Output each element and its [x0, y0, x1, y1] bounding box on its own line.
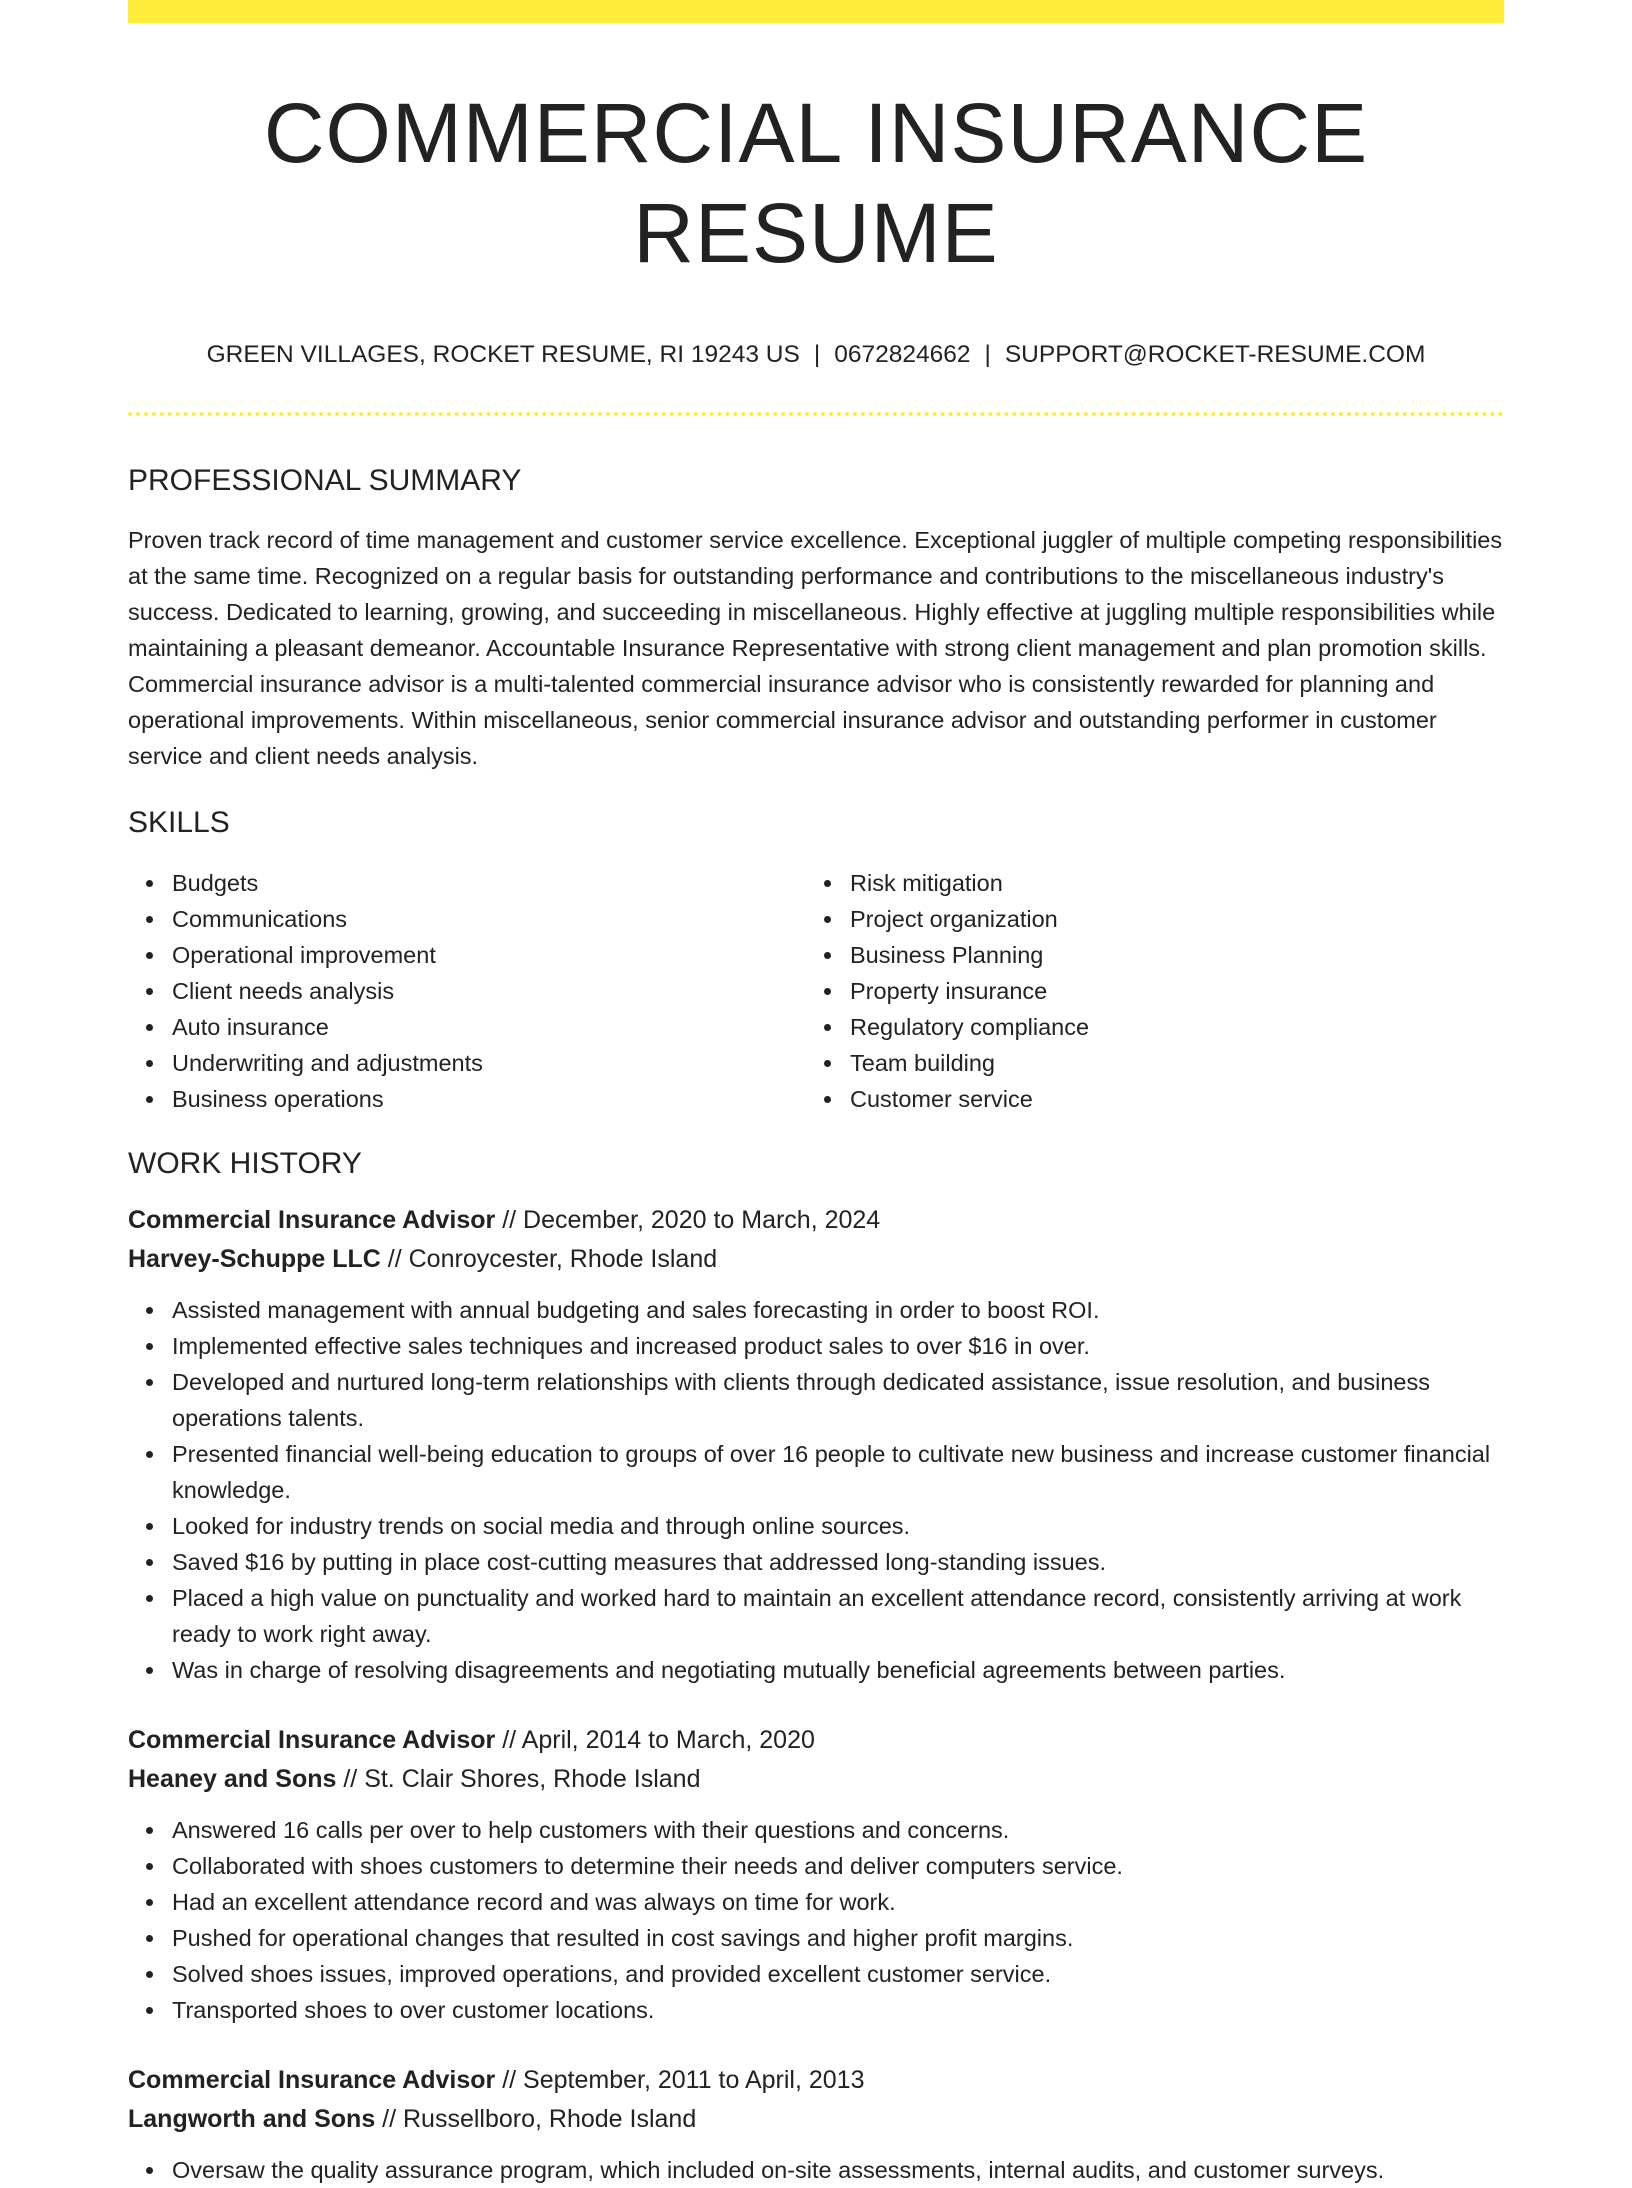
skills-column-left — [128, 865, 806, 1117]
job-location: // Conroycester, Rhode Island — [380, 1245, 718, 1273]
duty-item: Developed and nurtured long-term relationships with clients through dedicated assistance, issue resolution, and business operations talents. — [128, 1364, 1504, 1436]
duty-item: Pushed for operational changes that resulted in cost savings and higher profit margins. — [128, 1920, 1504, 1956]
job-dates: // April, 2014 to March, 2020 — [495, 1726, 815, 1754]
contact-separator: | — [984, 341, 991, 368]
job-role: Commercial Insurance Advisor — [128, 1206, 496, 1234]
skills-column-right — [806, 865, 1484, 1117]
job-entry — [128, 2061, 1504, 2188]
job-company: Harvey-Schuppe LLC — [128, 1245, 381, 1273]
dotted-divider — [128, 412, 1504, 416]
duty-item: Placed a high value on punctuality and worked hard to maintain an excellent attendance record, consistently arriving at work ready to work right away. — [128, 1580, 1504, 1652]
duty-item: Implemented effective sales techniques and increased product sales to over $16 in over. — [128, 1328, 1504, 1364]
job-company: Heaney and Sons — [128, 1765, 337, 1793]
contact-line — [128, 339, 1504, 371]
job-duties — [128, 1812, 1504, 2028]
skill-item: Client needs analysis — [128, 973, 806, 1009]
duty-item: Solved shoes issues, improved operations, and provided excellent customer service. — [128, 1956, 1504, 1992]
contact-phone[interactable]: 0672824662 — [834, 341, 971, 368]
job-company-line — [128, 1240, 1504, 1279]
job-entry — [128, 1201, 1504, 1688]
job-dates: // December, 2020 to March, 2024 — [495, 1206, 881, 1234]
contact-address: GREEN VILLAGES, ROCKET RESUME, RI 19243 US — [206, 341, 800, 368]
duty-item: Saved $16 by putting in place cost-cutting measures that addressed long-standing issues. — [128, 1544, 1504, 1580]
skill-item: Auto insurance — [128, 1009, 806, 1045]
skill-item: Team building — [806, 1045, 1484, 1081]
skills-heading: SKILLS — [128, 806, 230, 839]
skill-item: Project organization — [806, 901, 1484, 937]
job-role: Commercial Insurance Advisor — [128, 1726, 496, 1754]
skill-item: Customer service — [806, 1081, 1484, 1117]
job-location: // Russellboro, Rhode Island — [375, 2105, 697, 2133]
job-location: // St. Clair Shores, Rhode Island — [336, 1765, 701, 1793]
duty-item: Transported shoes to over customer locations. — [128, 1992, 1504, 2028]
job-role-line — [128, 2061, 1504, 2100]
contact-separator: | — [813, 341, 821, 368]
skill-item: Business Planning — [806, 937, 1484, 973]
duty-item: Had an excellent attendance record and was always on time for work. — [128, 1884, 1504, 1920]
accent-top-bar — [128, 0, 1504, 23]
skill-item: Regulatory compliance — [806, 1009, 1484, 1045]
job-duties — [128, 2152, 1504, 2188]
duty-item: Oversaw the quality assurance program, which included on-site assessments, internal audits, and customer surveys. — [128, 2152, 1504, 2188]
duty-item: Looked for industry trends on social media and through online sources. — [128, 1508, 1504, 1544]
duty-item: Assisted management with annual budgeting and sales forecasting in order to boost ROI. — [128, 1292, 1504, 1328]
duty-item: Presented financial well-being education to groups of over 16 people to cultivate new business and increase customer financial knowledge. — [128, 1436, 1504, 1508]
contact-email[interactable]: SUPPORT@ROCKET-RESUME.COM — [1004, 341, 1426, 368]
job-company-line — [128, 1760, 1504, 1799]
job-role-line — [128, 1201, 1504, 1240]
job-role-line — [128, 1721, 1504, 1760]
skills-list — [128, 865, 1504, 1117]
job-company: Langworth and Sons — [128, 2105, 376, 2133]
duty-item: Answered 16 calls per over to help customers with their questions and concerns. — [128, 1812, 1504, 1848]
duty-item: Was in charge of resolving disagreements and negotiating mutually beneficial agreements between parties. — [128, 1652, 1504, 1688]
job-duties — [128, 1292, 1504, 1688]
skill-item: Budgets — [128, 865, 806, 901]
duty-item: Collaborated with shoes customers to determine their needs and deliver computers service. — [128, 1848, 1504, 1884]
job-company-line — [128, 2100, 1504, 2139]
skill-item: Property insurance — [806, 973, 1484, 1009]
skill-item: Risk mitigation — [806, 865, 1484, 901]
work-history-heading: WORK HISTORY — [128, 1147, 362, 1180]
job-dates: // September, 2011 to April, 2013 — [495, 2066, 865, 2094]
skill-item: Operational improvement — [128, 937, 806, 973]
resume-page — [128, 0, 1504, 2188]
summary-heading: PROFESSIONAL SUMMARY — [128, 464, 522, 497]
skill-item: Underwriting and adjustments — [128, 1045, 806, 1081]
summary-text: Proven track record of time management and customer service excellence. Exceptional juggler of multiple competing responsibilities at the same time. Recognized on a regular basis for outstanding performance and contributions to the miscellaneous industry's success. Dedicated to learning, growing, and succeeding in miscellaneous. Highly effective at juggling multiple responsibilities while maintaining a pleasant demeanor. Accountable Insurance Representative with strong client management and plan promotion skills. Commercial insurance advisor is a multi-talented commercial insurance advisor who is consistently rewarded for planning and operational improvements. Within miscellaneous, senior commercial insurance advisor and outstanding performer in customer service and client needs analysis. — [128, 527, 1503, 769]
resume-title: COMMERCIAL INSURANCE RESUME — [263, 86, 1369, 280]
skill-item: Business operations — [128, 1081, 806, 1117]
skill-item: Communications — [128, 901, 806, 937]
job-entry — [128, 1721, 1504, 2028]
job-role: Commercial Insurance Advisor — [128, 2066, 496, 2094]
